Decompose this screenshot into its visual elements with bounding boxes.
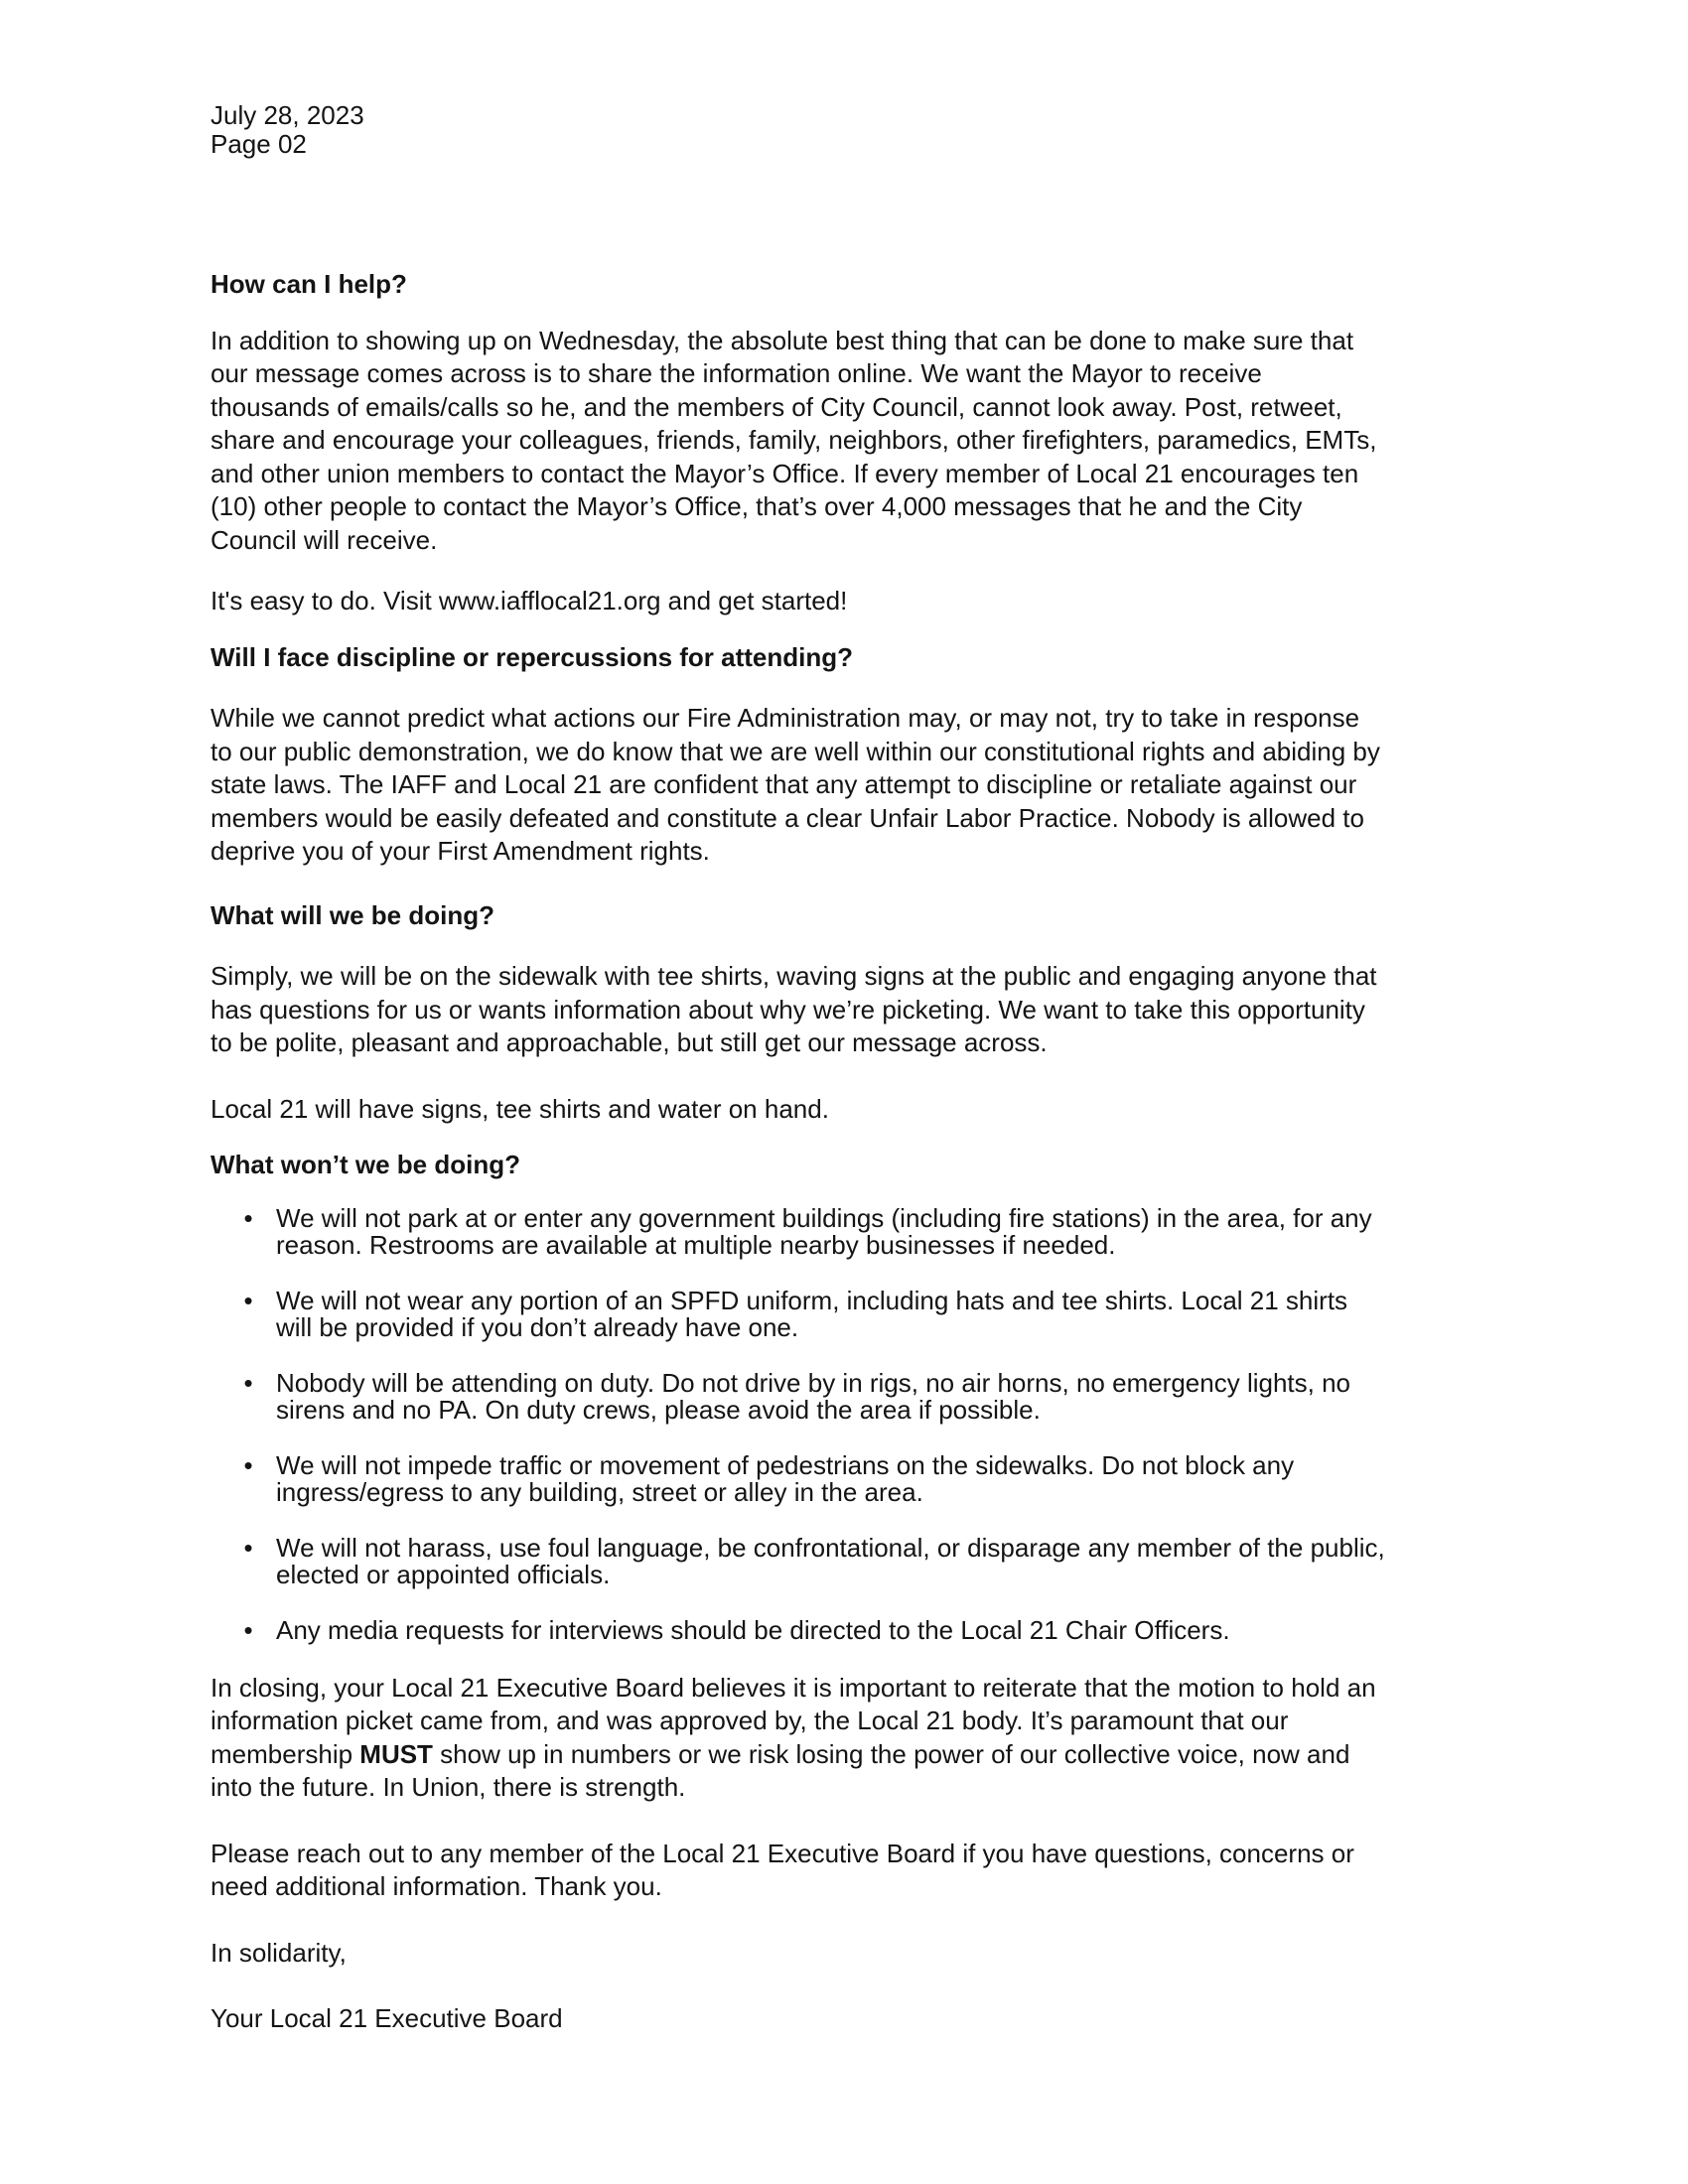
list-item	[211, 1202, 1477, 1260]
doing-paragraph	[211, 960, 1477, 1060]
text-line: need additional information. Thank you.	[211, 1871, 662, 1901]
bullet-icon: •	[243, 1285, 253, 1315]
page-header	[211, 101, 364, 159]
list-item	[211, 1285, 1477, 1342]
text-line: sirens and no PA. On duty crews, please avoid the area if possible.	[276, 1394, 1041, 1425]
text-line: Any media requests for interviews should be directed to the Local 21 Chair Officers.	[276, 1614, 1230, 1645]
contact-paragraph	[211, 1838, 1477, 1904]
supplies-paragraph: Local 21 will have signs, tee shirts and water on hand.	[211, 1093, 829, 1124]
list-item	[211, 1367, 1477, 1425]
text-line: We will not harass, use foul language, be confrontational, or disparage any member of the public,	[276, 1532, 1385, 1563]
text-line: Council will receive.	[211, 524, 438, 555]
bullet-icon: •	[243, 1614, 253, 1645]
text-line: We will not park at or enter any government buildings (including fire stations) in the area, for any	[276, 1202, 1372, 1233]
text-line: to our public demonstration, we do know that we are well within our constitutional rights and abiding by	[211, 736, 1380, 766]
bullet-icon: •	[243, 1449, 253, 1480]
signature: Your Local 21 Executive Board	[211, 2003, 563, 2033]
text-line: information picket came from, and was approved by, the Local 21 body. It’s paramount that our	[211, 1706, 1289, 1735]
easy-to-do-paragraph: It's easy to do. Visit www.iafflocal21.org and get started!	[211, 586, 848, 615]
closing-paragraph	[211, 1672, 1477, 1805]
text-line: (10) other people to contact the Mayor’s Office, that’s over 4,000 messages that he and the City	[211, 491, 1303, 521]
help-paragraph	[211, 325, 1477, 558]
heading-discipline: Will I face discipline or repercussions for attending?	[211, 641, 854, 672]
text-line: In addition to showing up on Wednesday, the absolute best thing that can be done to make sure that	[211, 325, 1354, 355]
list-item	[211, 1532, 1477, 1589]
text-line: deprive you of your First Amendment rights.	[211, 836, 710, 866]
text-line: our message comes across is to share the information online. We want the Mayor to receive	[211, 358, 1262, 388]
text-line: state laws. The IAFF and Local 21 are confident that any attempt to discipline or retaliate against our	[211, 769, 1357, 799]
bullet-icon: •	[243, 1532, 253, 1563]
text-fragment: membership	[211, 1738, 360, 1769]
list-item	[211, 1449, 1477, 1507]
letter-body	[211, 268, 1477, 2036]
heading-how-can-i-help: How can I help?	[211, 269, 407, 299]
text-line: While we cannot predict what actions our Fire Administration may, or may not, try to take in response	[211, 703, 1360, 733]
text-line: members would be easily defeated and constitute a clear Unfair Labor Practice. Nobody is allowed to	[211, 802, 1364, 833]
text-line: We will not impede traffic or movement of pedestrians on the sidewalks. Do not block any	[276, 1449, 1295, 1480]
text-line: and other union members to contact the Mayor’s Office. If every member of Local 21 encourages ten	[211, 458, 1359, 488]
text-line: In closing, your Local 21 Executive Board believes it is important to reiterate that the motion to hold an	[211, 1672, 1376, 1703]
must-emphasis: MUST	[359, 1738, 433, 1769]
text-line: Simply, we will be on the sidewalk with tee shirts, waving signs at the public and engaging anyone that	[211, 961, 1377, 991]
salutation: In solidarity,	[211, 1937, 347, 1968]
text-line: We will not wear any portion of an SPFD uniform, including hats and tee shirts. Local 21 shirts	[276, 1285, 1348, 1315]
letter-date: July 28, 2023	[211, 100, 364, 130]
rules-list	[211, 1202, 1477, 1645]
discipline-paragraph	[211, 702, 1477, 869]
text-line: elected or appointed officials.	[276, 1559, 611, 1589]
heading-what-will-we-be-doing: What will we be doing?	[211, 899, 494, 930]
bullet-icon: •	[243, 1367, 253, 1398]
text-line: ingress/egress to any building, street or alley in the area.	[276, 1476, 923, 1507]
bullet-icon: •	[243, 1202, 253, 1233]
text-line: to be polite, pleasant and approachable, but still get our message across.	[211, 1027, 1048, 1057]
heading-what-wont-we-be-doing: What won’t we be doing?	[211, 1150, 520, 1179]
list-item	[211, 1614, 1477, 1645]
text-line: will be provided if you don’t already have one.	[276, 1311, 799, 1342]
text-fragment: show up in numbers or we risk losing the power of our collective voice, now and	[432, 1738, 1350, 1769]
page-number: Page 02	[211, 129, 307, 159]
text-line: has questions for us or wants information about why we’re picketing. We want to take this opportunity	[211, 994, 1365, 1024]
text-line: Please reach out to any member of the Local 21 Executive Board if you have questions, concerns or	[211, 1838, 1354, 1868]
text-line: into the future. In Union, there is strength.	[211, 1772, 686, 1802]
text-line: share and encourage your colleagues, friends, family, neighbors, other firefighters, paramedics, EMTs,	[211, 425, 1377, 455]
text-line: reason. Restrooms are available at multiple nearby businesses if needed.	[276, 1229, 1116, 1260]
text-line: Nobody will be attending on duty. Do not drive by in rigs, no air horns, no emergency lights, no	[276, 1367, 1351, 1398]
text-line: thousands of emails/calls so he, and the members of City Council, cannot look away. Post, retweet,	[211, 391, 1342, 422]
text-line	[211, 1739, 1349, 1769]
